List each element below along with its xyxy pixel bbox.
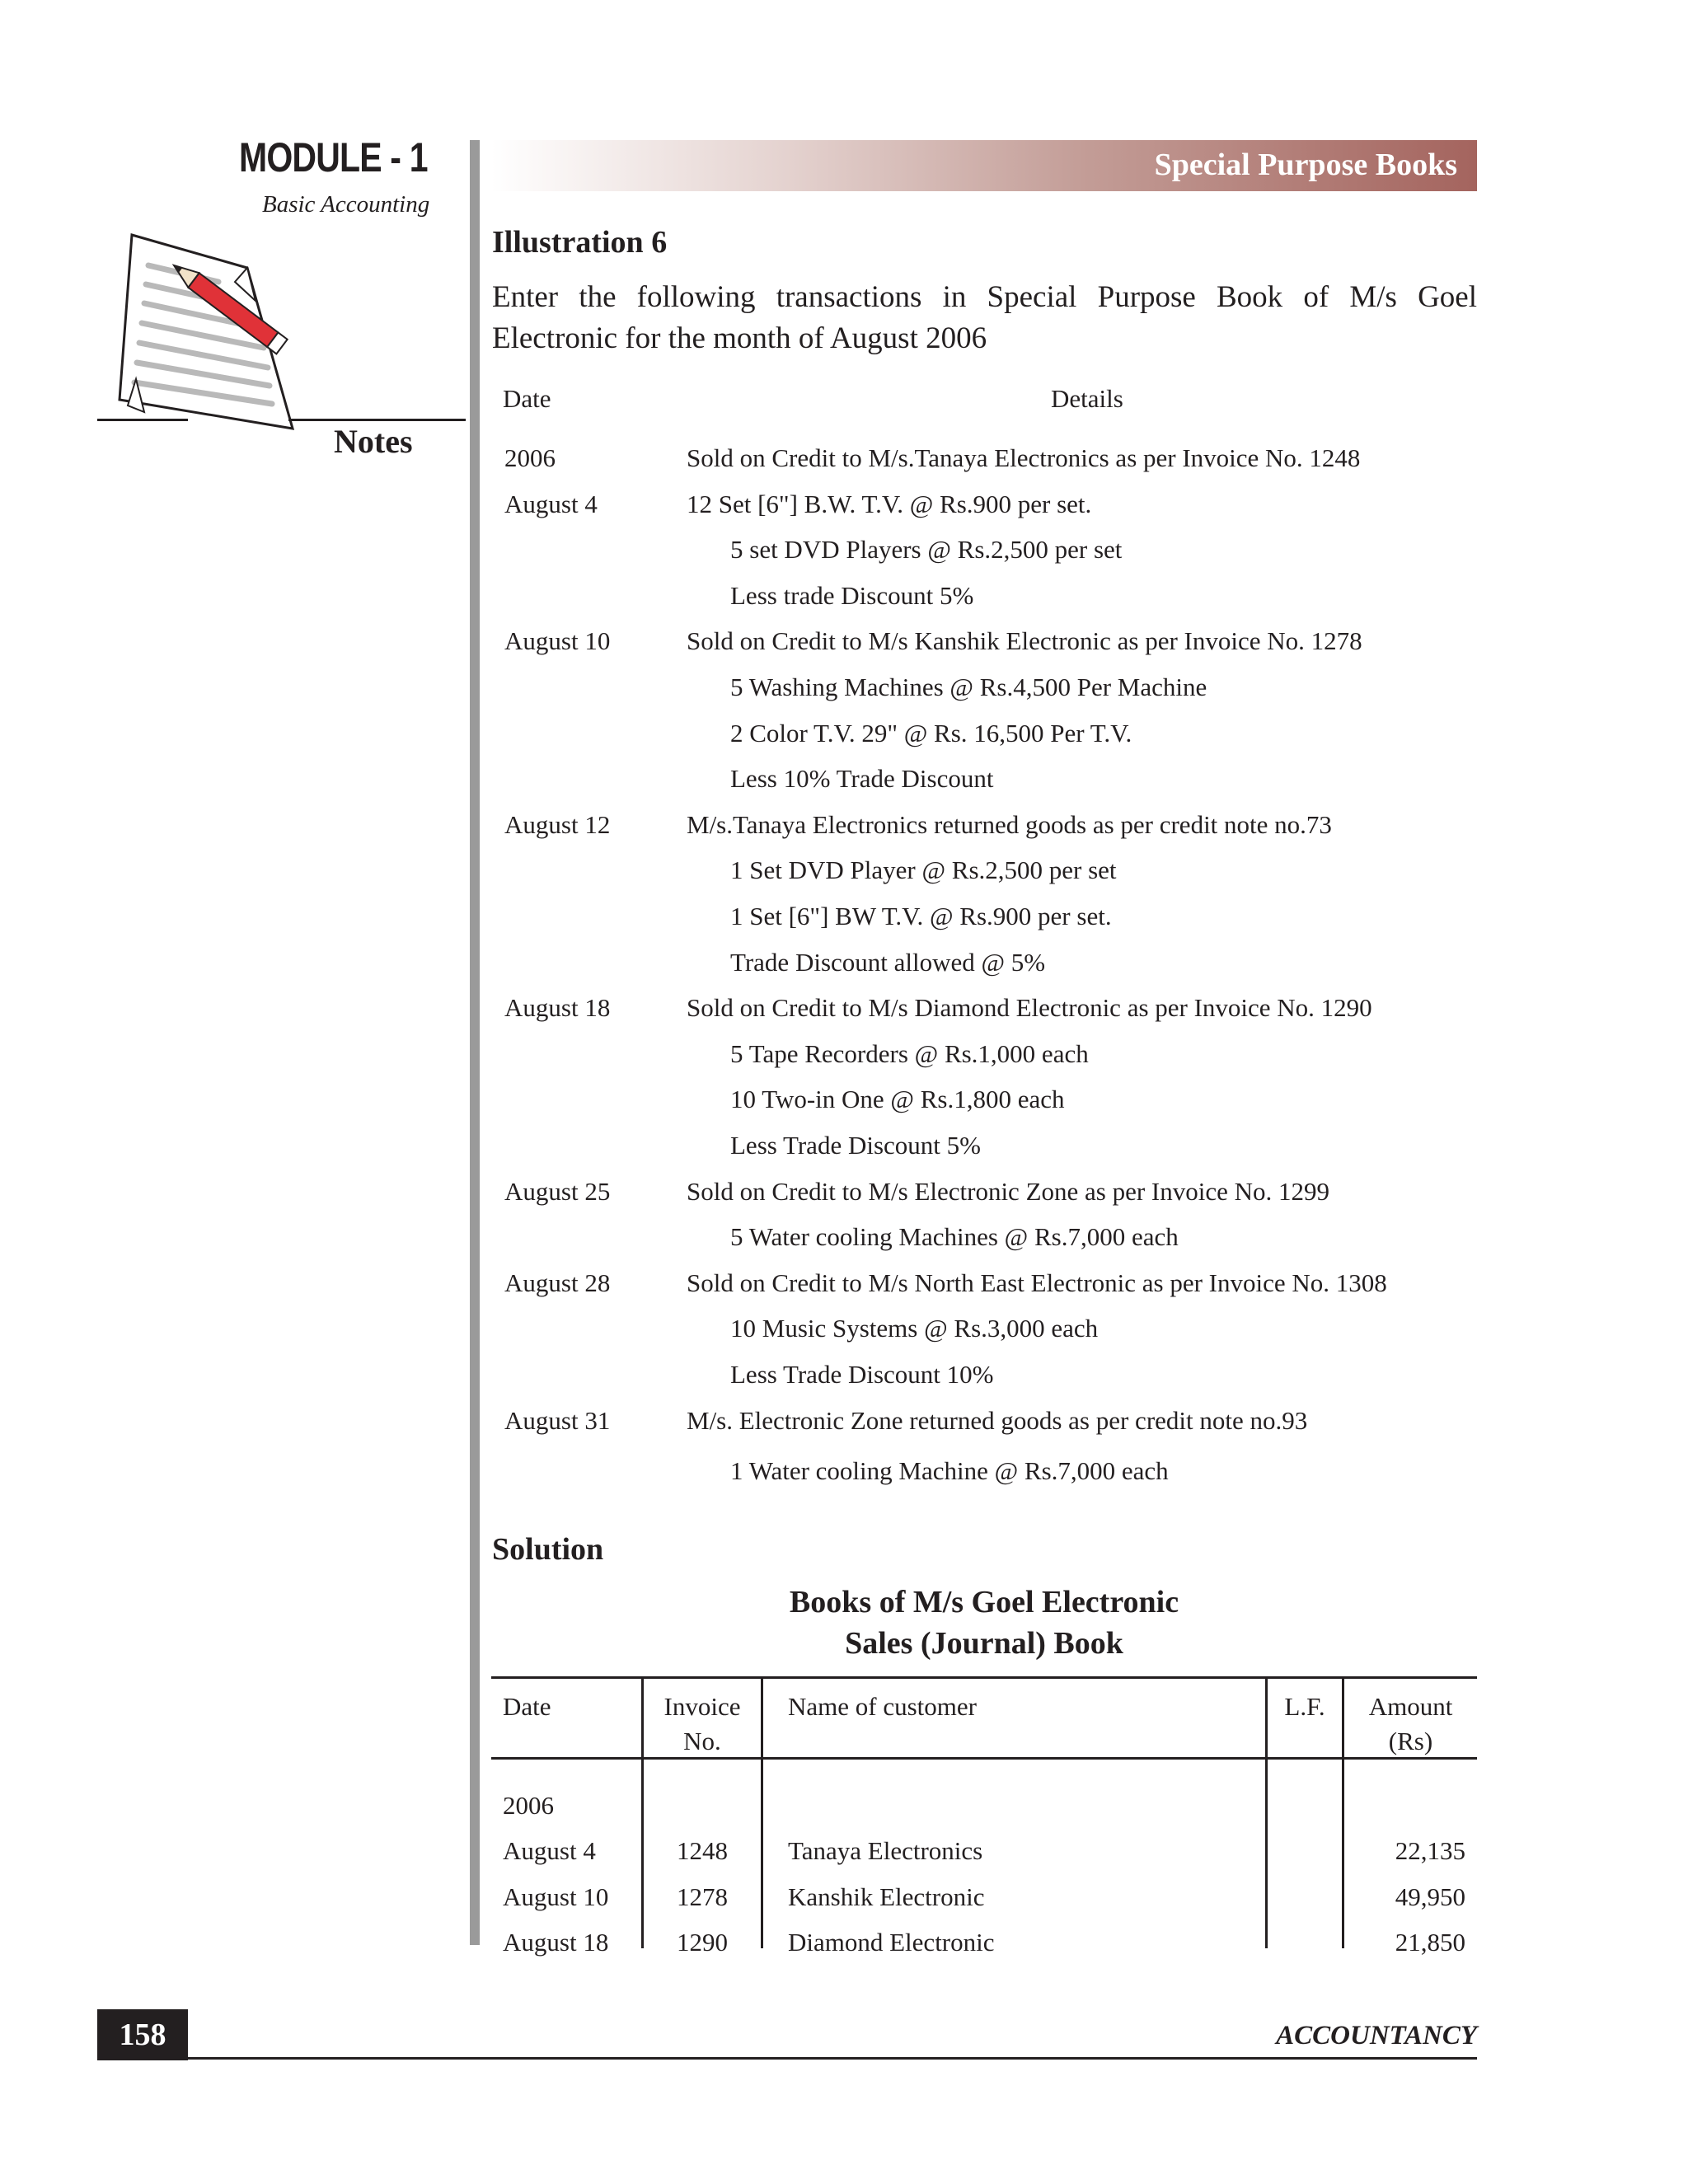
transaction-date: August 31 bbox=[504, 1405, 611, 1435]
transaction-detail: Less Trade Discount 10% bbox=[730, 1360, 994, 1389]
table-column-divider bbox=[761, 1676, 763, 1948]
table-cell-amount: 22,135 bbox=[1395, 1836, 1465, 1865]
table-cell-amount: 49,950 bbox=[1395, 1882, 1465, 1911]
transaction-detail: M/s.Tanaya Electronics returned goods as per credit note no.73 bbox=[687, 809, 1332, 839]
section-header-band bbox=[491, 140, 1477, 191]
table-cell-invoice: 1278 bbox=[677, 1882, 728, 1911]
column-header-date: Date bbox=[503, 384, 551, 413]
transaction-date: August 12 bbox=[504, 809, 611, 839]
book-title: Books of M/s Goel Electronic bbox=[789, 1585, 1179, 1619]
transaction-detail: Sold on Credit to M/s North East Electronic as per Invoice No. 1308 bbox=[687, 1268, 1387, 1297]
module-title: MODULE - 1 bbox=[239, 134, 428, 180]
transaction-detail: 5 Tape Recorders @ Rs.1,000 each bbox=[730, 1038, 1089, 1068]
notes-label: Notes bbox=[334, 423, 413, 460]
transaction-detail: 2 Color T.V. 29" @ Rs. 16,500 Per T.V. bbox=[730, 718, 1132, 748]
table-cell-customer: Tanaya Electronics bbox=[788, 1836, 983, 1865]
transaction-detail: 1 Set DVD Player @ Rs.2,500 per set bbox=[730, 855, 1117, 885]
table-top-rule bbox=[491, 1676, 1477, 1679]
transaction-detail: Less Trade Discount 5% bbox=[730, 1131, 981, 1160]
footer-subject: ACCOUNTANCY bbox=[1276, 2021, 1477, 2050]
transaction-detail: 10 Music Systems @ Rs.3,000 each bbox=[730, 1314, 1099, 1343]
notes-divider-left bbox=[97, 419, 188, 421]
table-cell-invoice: 1248 bbox=[677, 1836, 728, 1865]
notes-divider-right bbox=[288, 419, 466, 421]
transaction-detail: Trade Discount allowed @ 5% bbox=[730, 947, 1046, 977]
transaction-date: 2006 bbox=[504, 443, 556, 472]
transaction-date: August 18 bbox=[504, 993, 611, 1023]
table-header-invoice-line2: No. bbox=[683, 1727, 721, 1755]
section-title: Special Purpose Books bbox=[1154, 148, 1457, 182]
table-cell-amount: 21,850 bbox=[1395, 1928, 1465, 1957]
transaction-detail: Less trade Discount 5% bbox=[730, 580, 974, 610]
table-header-date: Date bbox=[503, 1692, 551, 1721]
transaction-detail: 1 Water cooling Machine @ Rs.7,000 each bbox=[730, 1456, 1169, 1486]
table-header-amount-line1: Amount bbox=[1368, 1692, 1453, 1721]
transaction-detail: 5 Washing Machines @ Rs.4,500 Per Machine bbox=[730, 673, 1207, 701]
table-header-customer: Name of customer bbox=[788, 1692, 977, 1721]
footer-rule bbox=[97, 2057, 1477, 2060]
table-header-amount-line2: (Rs) bbox=[1388, 1727, 1433, 1755]
table-header-invoice-line1: Invoice bbox=[663, 1692, 741, 1721]
transaction-detail: 5 set DVD Players @ Rs.2,500 per set bbox=[730, 535, 1123, 565]
table-cell-date: August 10 bbox=[503, 1882, 609, 1911]
table-cell-customer: Diamond Electronic bbox=[788, 1928, 995, 1957]
transaction-detail: Sold on Credit to M/s Electronic Zone as per Invoice No. 1299 bbox=[687, 1176, 1330, 1206]
illustration-intro: Enter the following transactions in Special Purpose Book of M/s Goel Electronic for the month of August 2006 bbox=[492, 280, 1477, 355]
solution-title: Solution bbox=[492, 1532, 604, 1567]
illustration-title: Illustration 6 bbox=[492, 225, 668, 260]
book-subtitle: Sales (Journal) Book bbox=[845, 1626, 1123, 1661]
table-cell-date: August 4 bbox=[503, 1836, 596, 1865]
sales-journal-table bbox=[491, 1676, 1477, 1957]
transaction-detail: Sold on Credit to M/s Diamond Electronic as per Invoice No. 1290 bbox=[687, 993, 1372, 1023]
table-cell-customer: Kanshik Electronic bbox=[788, 1882, 985, 1911]
table-header-invoice bbox=[644, 1690, 761, 1759]
table-cell-date: August 18 bbox=[503, 1928, 609, 1957]
margin-bar bbox=[470, 140, 480, 1945]
module-subtitle: Basic Accounting bbox=[262, 191, 430, 218]
transaction-detail: Sold on Credit to M/s.Tanaya Electronics as per Invoice No. 1248 bbox=[687, 443, 1361, 472]
column-header-details: Details bbox=[1051, 384, 1123, 413]
transaction-date: August 10 bbox=[504, 626, 611, 656]
transaction-detail: Less 10% Trade Discount bbox=[730, 764, 994, 794]
table-cell-invoice: 1290 bbox=[677, 1928, 728, 1957]
transaction-detail: M/s. Electronic Zone returned goods as per credit note no.93 bbox=[687, 1405, 1308, 1435]
notepad-pencil-icon bbox=[95, 223, 317, 457]
transaction-detail: 5 Water cooling Machines @ Rs.7,000 each bbox=[730, 1222, 1179, 1252]
table-year: 2006 bbox=[503, 1791, 554, 1820]
transaction-detail: 1 Set [6"] BW T.V. @ Rs.900 per set. bbox=[730, 902, 1112, 930]
page-number: 158 bbox=[97, 2009, 188, 2060]
transaction-detail: 10 Two-in One @ Rs.1,800 each bbox=[730, 1085, 1065, 1114]
transaction-detail: Sold on Credit to M/s Kanshik Electronic as per Invoice No. 1278 bbox=[687, 626, 1362, 656]
table-header-amount bbox=[1344, 1690, 1477, 1759]
table-header-rule bbox=[491, 1757, 1477, 1760]
transaction-date: August 25 bbox=[504, 1176, 611, 1206]
table-header-lf: L.F. bbox=[1284, 1692, 1325, 1721]
transaction-detail: 12 Set [6"] B.W. T.V. @ Rs.900 per set. bbox=[687, 489, 1092, 518]
transaction-date: August 4 bbox=[504, 489, 598, 518]
transaction-date: August 28 bbox=[504, 1268, 611, 1297]
